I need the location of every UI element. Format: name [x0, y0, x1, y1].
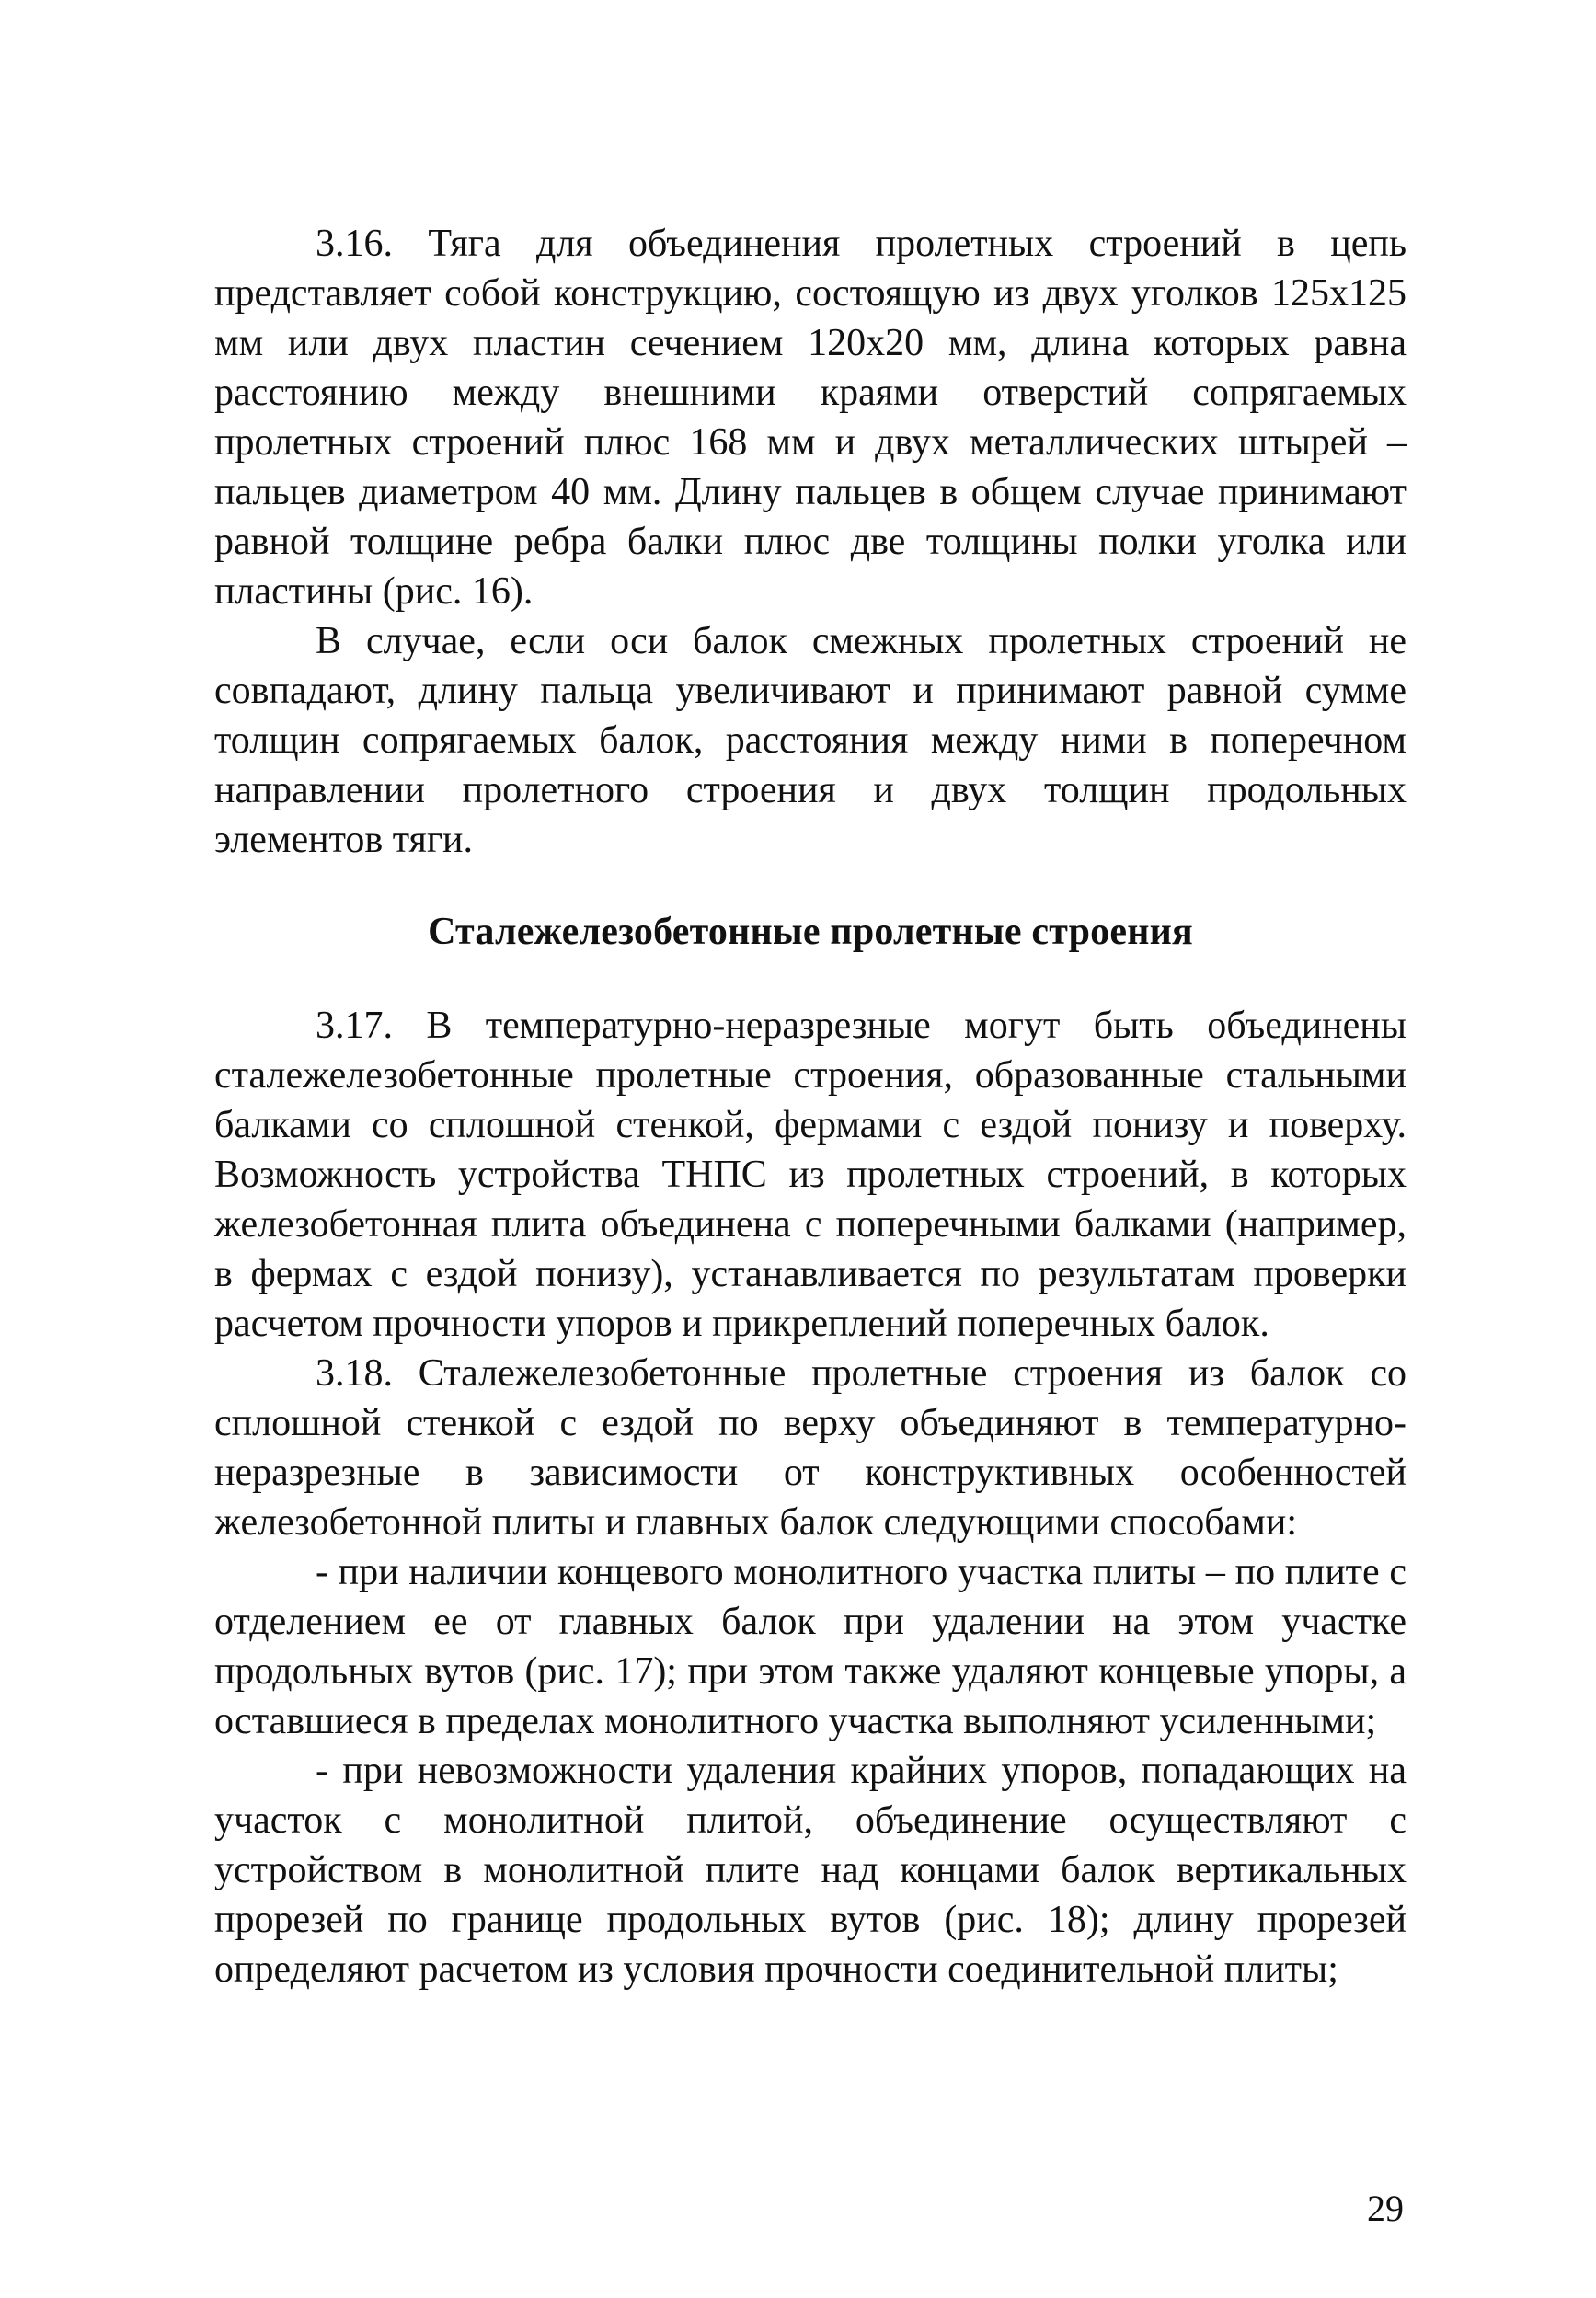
list-item-monolithic-section: - при наличии концевого монолитного участка плиты – по плите с отделением ее от главных балок при удалении на этом участке продольных вутов (рис. 17); при этом также удаляют концевые упоры, а оставшиеся в пределах монолитного участка выполняют усиленными; — [214, 1551, 1407, 1742]
list-item-vertical-cuts: - при невозможности удаления крайних упоров, попадающих на участок с монолитной плитой, объединение осуществляют с устройством в монолитной плите над концами балок вертикальных прорезей по границе продольных вутов (рис. 18); длину прорезей определяют расчетом из условия прочности соединительной плиты; — [214, 1750, 1407, 1991]
section-heading: Сталежелезобетонные пролетные строения — [428, 911, 1193, 953]
paragraph-3-16-continuation: В случае, если оси балок смежных пролетных строений не совпадают, длину пальца увеличивают и принимают равной сумме толщин сопрягаемых балок, расстояния между ними в поперечном направлении пролетного строения и двух толщин продольных элементов тяги. — [214, 620, 1407, 861]
paragraph-3-17: 3.17. В температурно-неразрезные могут быть объединены сталежелезобетонные пролетные строения, образованные стальными балками со сплошной стенкой, фермами с ездой понизу и поверху. Возможность устройства ТНПС из пролетных строений, в которых железобетонная плита объединена с поперечными балками (например, в фермах с ездой понизу), устанавливается по результатам проверки расчетом прочности упоров и прикреплений поперечных балок. — [214, 1005, 1407, 1345]
body-text — [214, 219, 1407, 1994]
page-number: 29 — [1367, 2188, 1404, 2229]
paragraph-3-18: 3.18. Сталежелезобетонные пролетные строения из балок со сплошной стенкой с ездой по верху объединяют в температурно-неразрезные в зависимости от конструктивных особенностей железобетонной плиты и главных балок следующими способами: — [214, 1352, 1407, 1544]
paragraph-3-16: 3.16. Тяга для объединения пролетных строений в цепь представляет собой конструкцию, состоящую из двух уголков 125х125 мм или двух пластин сечением 120х20 мм, длина которых равна расстоянию между внешними краями отверстий сопрягаемых пролетных строений плюс 168 мм и двух металлических штырей – пальцев диаметром 40 мм. Длину пальцев в общем случае принимают равной толщине ребра балки плюс две толщины полки уголка или пластины (рис. 16). — [214, 223, 1407, 613]
